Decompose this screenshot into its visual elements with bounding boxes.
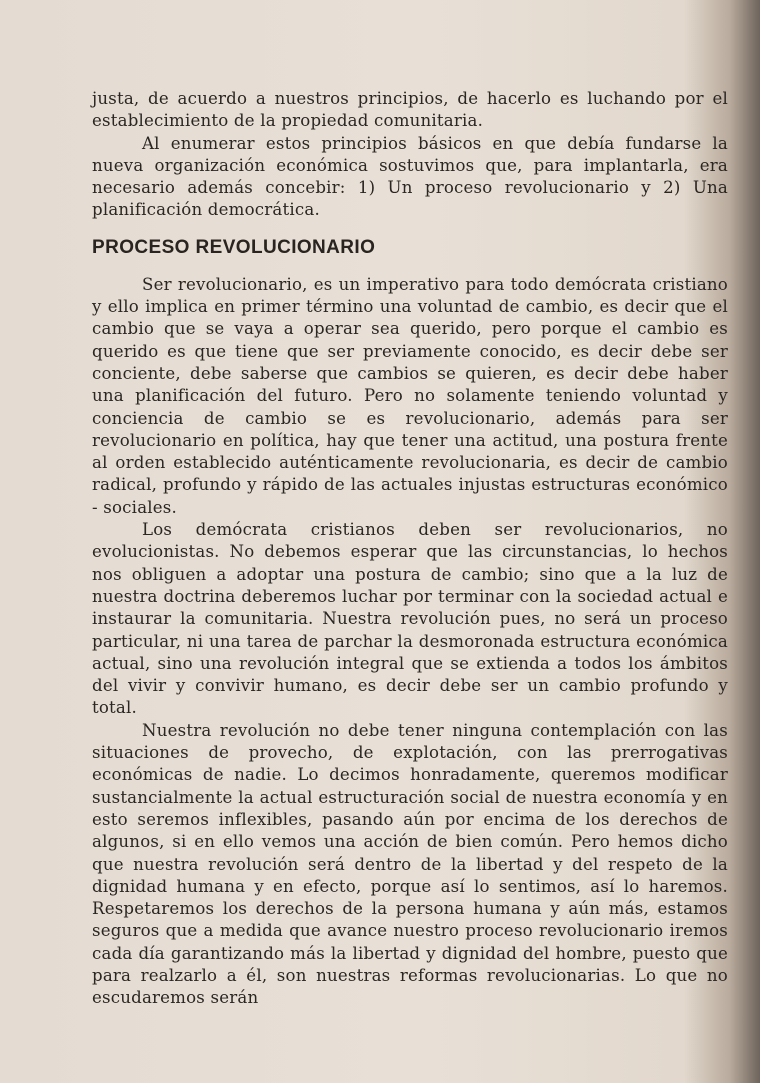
section-heading: PROCESO REVOLUCIONARIO	[92, 236, 376, 258]
paragraph-principles: Al enumerar estos principios básicos en que debía fundarse la nueva organización económica sostuvimos que, para implantarla, era necesario además concebir: 1) Un proceso revolucionario y 2) Una planificación democrática.	[92, 133, 728, 220]
paragraph-continuation: justa, de acuerdo a nuestros principios, de hacerlo es luchando por el establecimiento de la propiedad comunitaria.	[92, 89, 728, 131]
paragraph-revolutionary: Ser revolucionario, es un imperativo para todo demócrata cristiano y ello implica en primer término una voluntad de cambio, es decir que el cambio que se vaya a operar sea querido, pero porque el cambio es querido es que tiene que ser previamente conocido, es decir debe ser conciente, debe saberse que cambios se quieren, es decir debe haber una planificación del futuro. Pero no solamente teniendo voluntad y conciencia de cambio se es revolucionario, además para ser revolucionario en política, hay que tener una actitud, una postura frente al orden establecido auténticamente revolucionaria, es decir de cambio radical, profundo y rápido de las actuales injustas estructuras económico - sociales.	[92, 274, 728, 517]
page-text	[92, 88, 728, 1010]
paragraph-no-contemplation: Nuestra revolución no debe tener ninguna contemplación con las situaciones de provecho, de explotación, con las prerrogativas económicas de nadie. Lo decimos honradamente, queremos modificar sustancialmente la actual estructuración social de nuestra economía y en esto seremos inflexibles, pasando aún por encima de los derechos de algunos, si en ello vemos una acción de bien común. Pero hemos dicho que nuestra revolución será dentro de la libertad y del respeto de la dignidad humana y en efecto, porque así lo sentimos, así lo haremos. Respetaremos los derechos de la persona humana y aún más, estamos seguros que a medida que avance nuestro proceso revolucionario iremos cada día garantizando más la libertad y dignidad del hombre, puesto que para realzarlo a él, son nuestras reformas revolucionarias. Lo que no escudaremos serán	[92, 720, 728, 1008]
paragraph-not-evolutionists: Los demócrata cristianos deben ser revolucionarios, no evolucionistas. No debemos esperar que las circunstancias, lo hechos nos obliguen a adoptar una postura de cambio; sino que a la luz de nuestra doctrina deberemos luchar por terminar con la sociedad actual e instaurar la comunitaria. Nuestra revolución pues, no será un proceso particular, ni una tarea de parchar la desmoronada estructura económica actual, sino una revolución integral que se extienda a todos los ámbitos del vivir y convivir humano, es decir debe ser un cambio profundo y total.	[92, 520, 728, 718]
